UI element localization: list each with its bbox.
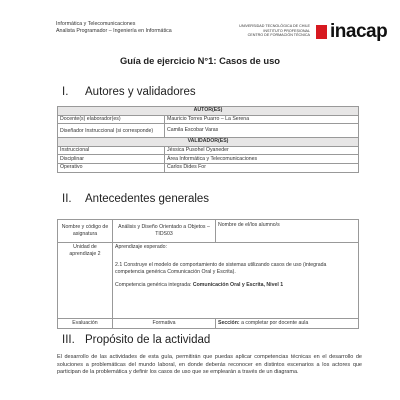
section-field-value: a completar por docente aula (241, 320, 309, 326)
subject-label: Nombre y código de asignatura (58, 220, 113, 243)
expected-learning-label: Aprendizaje esperado: (115, 244, 167, 250)
table-row (58, 243, 359, 319)
authors-band: AUTOR(ES) (58, 107, 359, 116)
learning-outcome: 2.1 Construye el modelo de comportamiento de sistemas utilizando casos de uso (integrada competencia genérica Comunicación Oral y Escrita). (115, 262, 327, 275)
unit-content (113, 243, 359, 319)
header-program (56, 21, 172, 35)
competency-value: Comunicación Oral y Escrita, Nivel 1 (192, 282, 284, 288)
validators-band: VALIDADOR(ES) (58, 138, 359, 147)
row-value: Carlos Dides For (165, 163, 359, 172)
section-number: I. (62, 86, 69, 98)
section-heading-2 (62, 193, 209, 205)
row-label: Instruccional (58, 146, 165, 155)
institution-line-1: UNIVERSIDAD TECNOLÓGICA DE CHILE (239, 24, 310, 28)
section-number: III. (62, 334, 75, 346)
inacap-logo-text: inacap (330, 21, 388, 42)
purpose-paragraph: El desarrollo de las actividades de esta guía, permitirán que puedas aplicar competencias técnicas en el desarrollo de soluciones a problemáticas del mundo laboral, en donde deberás reconocer en distintos escenarios a los actores que participan de la problemática y definir los casos de uso que se emplearán a través de un diagrama. (57, 354, 362, 376)
table-row (58, 319, 359, 329)
row-value: Área Informática y Telecomunicaciones (165, 155, 359, 164)
row-value: Camila Escobar Varas (165, 124, 359, 138)
row-label: Operativo (58, 163, 165, 172)
section-heading-3 (62, 334, 210, 346)
section-title: Propósito de la actividad (85, 334, 211, 346)
table-row (58, 220, 359, 243)
header-area: Informática y Telecomunicaciones (56, 21, 136, 27)
section-title: Autores y validadores (85, 86, 196, 98)
row-value: Jéssica Pusohel Oyaneder (165, 146, 359, 155)
section-title: Antecedentes generales (85, 193, 210, 205)
generic-competency (115, 282, 356, 289)
row-label: Docente(s) elaborador(es) (58, 115, 165, 124)
section-number: II. (62, 193, 72, 205)
evaluation-type: Formativa (113, 319, 216, 329)
table-row (58, 155, 359, 164)
header-career: Analista Programador – Ingeniería en Informática (56, 28, 172, 34)
table-row (58, 115, 359, 124)
section-field-label: Sección: (218, 320, 240, 326)
inacap-logo-mark (316, 25, 327, 39)
section-field (216, 319, 359, 329)
institution-line-3: CENTRO DE FORMACIÓN TÉCNICA (247, 33, 310, 38)
unit-label: Unidad de aprendizaje 2 (58, 243, 113, 319)
section-heading-1 (62, 86, 196, 98)
institution-line-2: INSTITUTO PROFESIONAL (263, 28, 310, 33)
table-row (58, 124, 359, 138)
authors-table (57, 106, 359, 173)
competency-prefix: Competencia genérica integrada: (115, 282, 192, 288)
page-title: Guía de ejercicio N°1: Casos de uso (119, 55, 281, 66)
row-label: Disciplinar (58, 155, 165, 164)
row-value: Mauricio Torres Puarro – La Serena (165, 115, 359, 124)
student-name-label: Nombre de el/los alumno/s (216, 220, 359, 243)
institution-lines (232, 24, 310, 38)
subject-value: Análisis y Diseño Orientado a Objetos – TIDS03 (113, 220, 216, 243)
table-row (58, 163, 359, 172)
evaluation-label: Evaluación (58, 319, 113, 329)
general-info-table (57, 219, 359, 329)
row-label: Diseñador Instruccional (si corresponde) (58, 124, 165, 138)
table-row (58, 146, 359, 155)
